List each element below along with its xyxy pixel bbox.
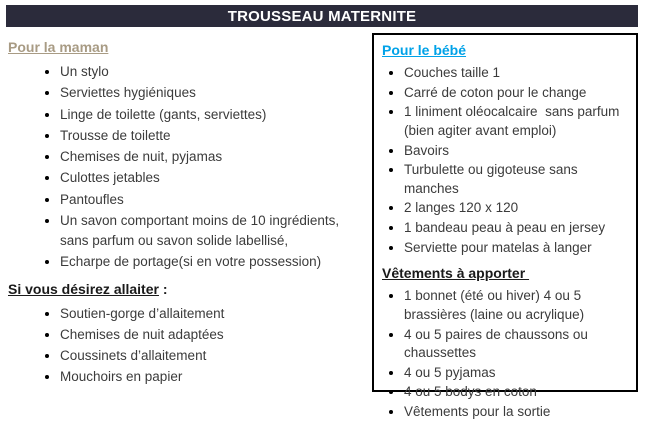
list-item: • Echarpe de portage(si en votre possession) [60, 252, 368, 272]
list-item: • Turbulette ou gigoteuse sans manches [404, 161, 628, 198]
section-pour-la-maman [8, 33, 368, 390]
list-item: • Serviette pour matelas à langer [404, 239, 628, 258]
list-item: • Culottes jetables [60, 168, 368, 188]
title-bar [6, 5, 638, 27]
list-item: • Soutien-gorge d’allaitement [60, 304, 368, 324]
list-item: • 1 liniment oléocalcaire sans parfum (bien agiter avant emploi) [404, 103, 628, 140]
list-item: • 1 bandeau peau à peau en jersey [404, 219, 628, 238]
list-item: • Vêtements pour la sortie [404, 403, 628, 422]
allaiter-heading-text: Si vous désirez allaiter [8, 280, 159, 297]
section-pour-le-bebe [372, 33, 638, 419]
list-item: • Pantoufles [60, 190, 368, 210]
maman-item-list [8, 62, 368, 273]
list-item: • Couches taille 1 [404, 64, 628, 83]
list-item: • 2 langes 120 x 120 [404, 199, 628, 218]
list-item: • Serviettes hygiéniques [60, 83, 368, 103]
list-item: • Chemises de nuit, pyjamas [60, 147, 368, 167]
list-item: • Bavoirs [404, 142, 628, 161]
page-title: TROUSSEAU MATERNITE [227, 7, 417, 25]
bebe-heading: Pour le bébé [382, 42, 467, 58]
vetements-heading-text: Vêtements à apporter [382, 265, 530, 282]
list-item: • Linge de toilette (gants, serviettes) [60, 105, 368, 125]
allaiter-heading-colon: : [158, 280, 168, 297]
list-item: • Carré de coton pour le change [404, 84, 628, 103]
list-item: • Un savon comportant moins de 10 ingrédients, sans parfum ou savon solide labellisé, [60, 211, 368, 252]
list-item: • 4 ou 5 paires de chaussons ou chaussettes [404, 326, 628, 363]
list-item: • Mouchoirs en papier [60, 367, 368, 387]
allaiter-item-list [8, 304, 368, 388]
maman-heading: Pour la maman [8, 39, 109, 55]
allaiter-heading [8, 281, 368, 297]
list-item: • Coussinets d’allaitement [60, 346, 368, 366]
list-item: • 4 ou 5 pyjamas [404, 364, 628, 383]
list-item: • 1 bonnet (été ou hiver) 4 ou 5 brassières (laine ou acrylique) [404, 287, 628, 324]
list-item: • Chemises de nuit adaptées [60, 325, 368, 345]
vetements-heading [382, 265, 628, 281]
list-item: • Un stylo [60, 62, 368, 82]
list-item: • 4 ou 5 bodys en coton [404, 383, 628, 402]
bebe-item-list [382, 64, 628, 257]
list-item: • Trousse de toilette [60, 126, 368, 146]
vetements-item-list [382, 287, 628, 421]
